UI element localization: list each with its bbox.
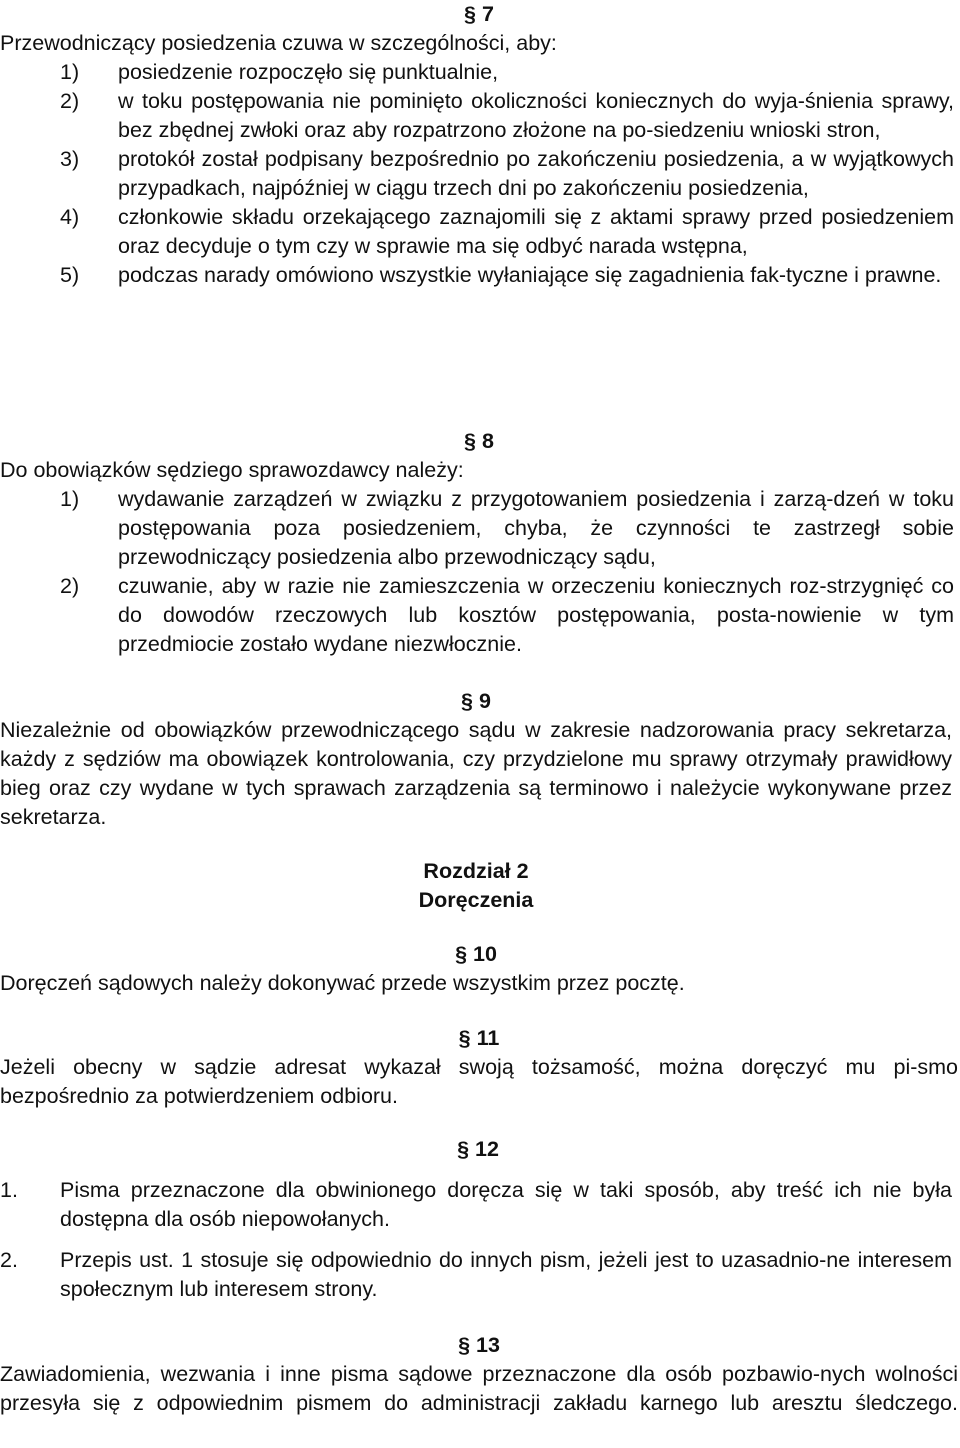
list-item-text: protokół został podpisany bezpośrednio po zakończeniu posiedzenia, a w wyjątkowych przypadkach, najpóźniej w ciągu trzech dni po zakończeniu posiedzenia, — [118, 147, 954, 200]
list-item — [0, 485, 958, 572]
section-10 — [0, 940, 952, 998]
list-item-number: 1. — [0, 1178, 18, 1202]
section-13 — [0, 1331, 958, 1418]
list-item-number: 3) — [60, 147, 80, 171]
section-11 — [0, 1024, 958, 1111]
list-item — [0, 1246, 956, 1304]
section-11-text: Jeżeli obecny w sądzie adresat wykazał swoją tożsamość, można doręczyć mu pi-smo bezpośrednio za potwierdzeniem odbioru. — [0, 1055, 958, 1108]
section-8-list — [0, 485, 958, 659]
section-8 — [0, 427, 958, 659]
list-item — [0, 145, 958, 203]
section-7-intro: Przewodniczący posiedzenia czuwa w szczególności, aby: — [0, 31, 557, 55]
list-item — [0, 261, 958, 290]
list-item-number: 2. — [0, 1248, 18, 1272]
list-item-text: posiedzenie rozpoczęło się punktualnie, — [118, 60, 499, 84]
list-item-number: 2) — [60, 574, 80, 598]
section-7-heading: § 7 — [464, 2, 494, 26]
section-12-list — [0, 1176, 956, 1304]
section-8-intro: Do obowiązków sędziego sprawozdawcy należy: — [0, 458, 464, 482]
section-13-text: Zawiadomienia, wezwania i inne pisma sądowe przeznaczone dla osób pozbawio-nych wolności przesyła się z odpowiednim pismem do administracji zakładu karnego lub aresztu śledczego. — [0, 1362, 958, 1415]
list-item-number: 5) — [60, 263, 80, 287]
list-item-text: czuwanie, aby w razie nie zamieszczenia w orzeczeniu koniecznych roz-strzygnięć co do dowodów rzeczowych lub kosztów postępowania, posta-nowienie w tym przedmiocie zostało wydane niezwłocznie. — [118, 574, 954, 656]
section-9-heading: § 9 — [461, 689, 491, 713]
list-item — [0, 572, 958, 659]
section-13-heading: § 13 — [458, 1333, 500, 1357]
list-item-text: Przepis ust. 1 stosuje się odpowiednio do innych pism, jeżeli jest to uzasadnio-ne interesem społecznym lub interesem strony. — [60, 1248, 952, 1301]
section-9 — [0, 687, 952, 832]
section-10-heading: § 10 — [455, 942, 497, 966]
section-10-text: Doręczeń sądowych należy dokonywać przede wszystkim przez pocztę. — [0, 971, 685, 995]
list-item-number: 2) — [60, 89, 80, 113]
section-9-text: Niezależnie od obowiązków przewodniczącego sądu w zakresie nadzorowania pracy sekretarza, każdy z sędziów ma obowiązek kontrolowania, czy przydzielone mu sprawy otrzymały prawidłowy bieg oraz czy wydane w tych sprawach zarządzenia są terminowo i należycie wykonywane przez sekretarza. — [0, 718, 952, 829]
list-item — [0, 203, 958, 261]
list-item-number: 4) — [60, 205, 80, 229]
section-7-list — [0, 58, 958, 290]
chapter-title: Doręczenia — [418, 888, 534, 912]
section-12 — [0, 1135, 956, 1304]
section-12-heading: § 12 — [457, 1137, 499, 1161]
list-item-text: w toku postępowania nie pominięto okoliczności koniecznych do wyja-śnienia sprawy, bez zbędnej zwłoki oraz aby rozpatrzono złożone na po-siedzeniu wnioski stron, — [118, 89, 954, 142]
section-7 — [0, 0, 958, 290]
list-item-number: 1) — [60, 60, 80, 84]
chapter-label: Rozdział 2 — [423, 859, 529, 883]
list-item — [0, 87, 958, 145]
list-item — [0, 1176, 956, 1234]
list-item-text: podczas narady omówiono wszystkie wyłaniające się zagadnienia fak-tyczne i prawne. — [118, 263, 942, 287]
chapter-header — [0, 857, 952, 915]
section-8-heading: § 8 — [464, 429, 494, 453]
section-11-heading: § 11 — [458, 1026, 500, 1050]
list-item-number: 1) — [60, 487, 80, 511]
list-item-text: wydawanie zarządzeń w związku z przygotowaniem posiedzenia i zarzą-dzeń w toku postępowania poza posiedzeniem, chyba, że czynności te zastrzegł sobie przewodniczący posiedzenia albo przewodniczący sądu, — [118, 487, 954, 569]
list-item-text: członkowie składu orzekającego zaznajomili się z aktami sprawy przed posiedzeniem oraz decyduje o tym czy w sprawie ma się odbyć narada wstępna, — [118, 205, 954, 258]
list-item — [0, 58, 958, 87]
list-item-text: Pisma przeznaczone dla obwinionego doręcza się w taki sposób, aby treść ich nie była dostępna dla osób niepowołanych. — [60, 1178, 952, 1231]
